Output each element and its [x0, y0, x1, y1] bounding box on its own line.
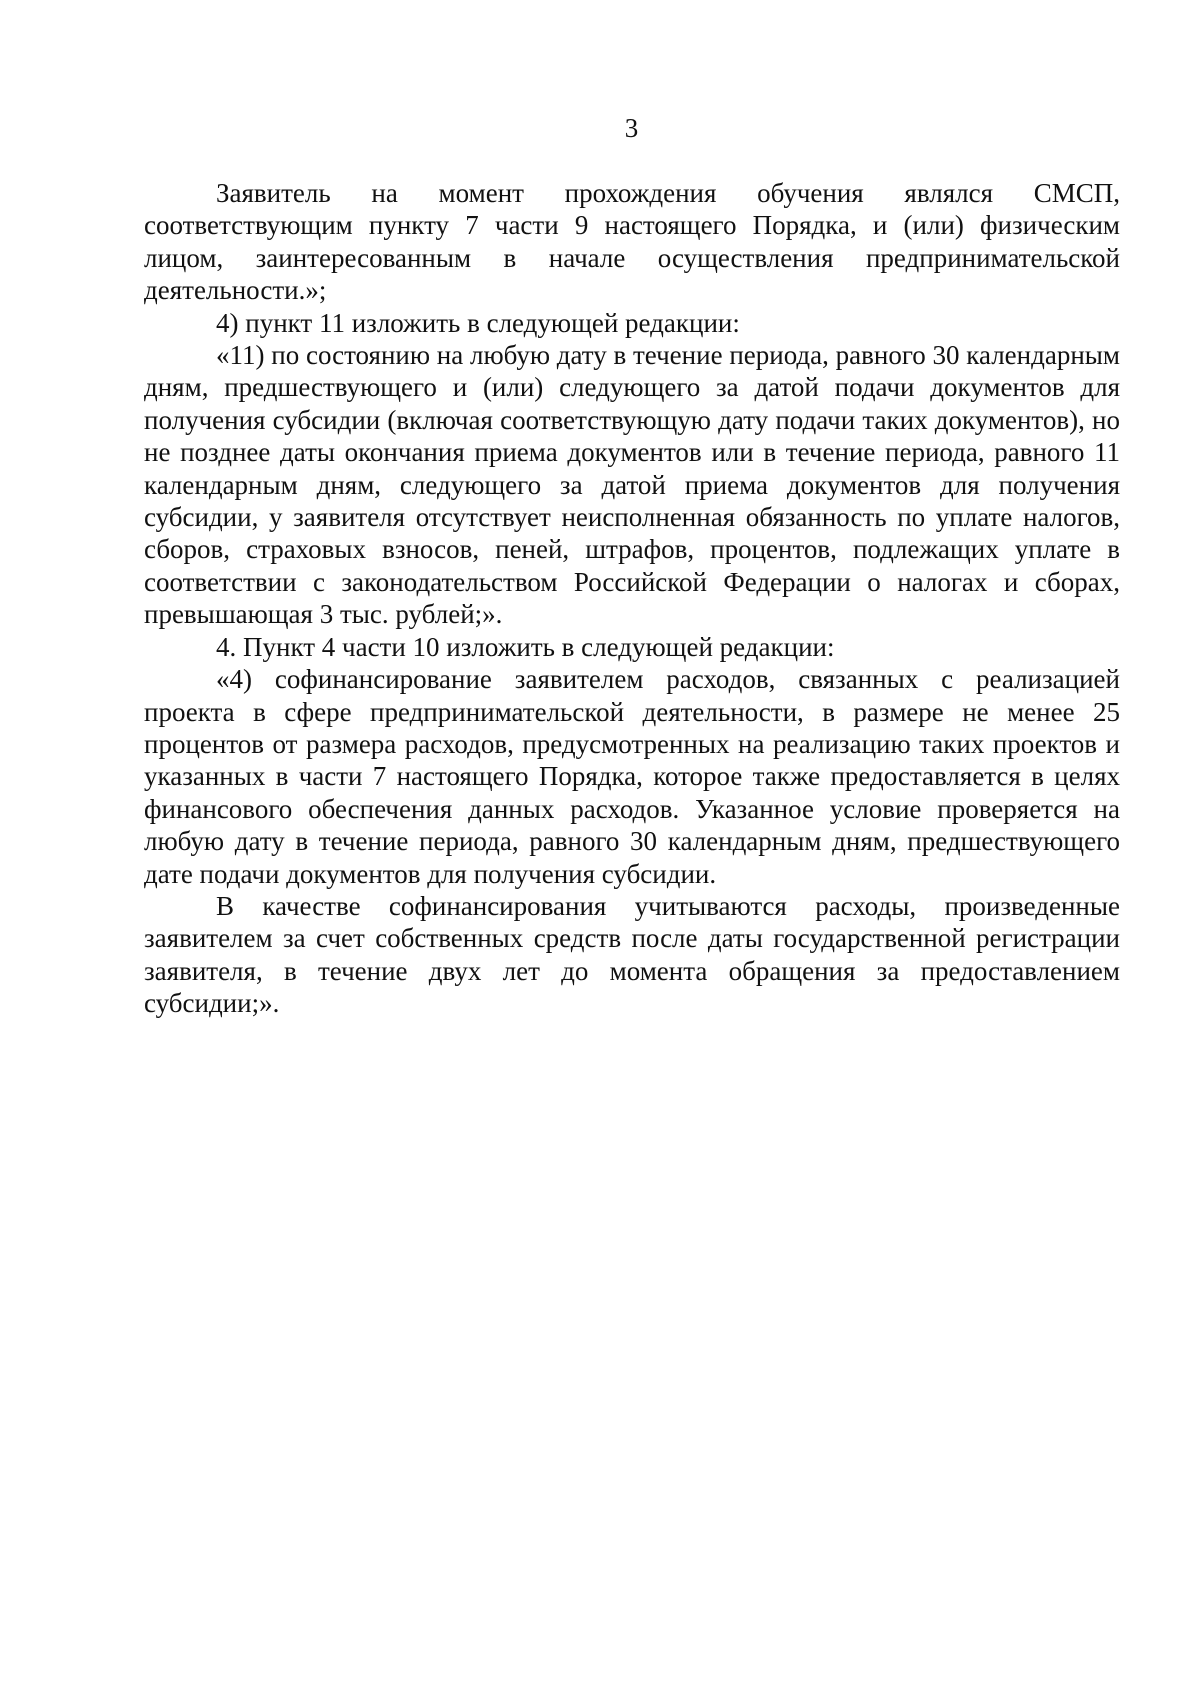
document-body — [144, 177, 1120, 1020]
paragraph-item-4-heading: 4. Пункт 4 части 10 изложить в следующей редакции: — [216, 631, 835, 662]
paragraph-cofinancing: В качестве софинансирования учитываются расходы, произведенные заявителем за счет собственных средств после даты государственной регистрации заявителя, в течение двух лет до момента обращения за предоставлением субсидии;». — [144, 890, 1120, 1019]
paragraph-item-4-text: «4) софинансирование заявителем расходов, связанных с реализацией проекта в сфере предпринимательской деятельности, в размере не менее 25 процентов от размера расходов, предусмотренных на реализацию таких проектов и указанных в части 7 настоящего Порядка, которое также предоставляется в целях финансового обеспечения данных расходов. Указанное условие проверяется на любую дату в течение периода, равного 30 календарным дням, предшествующего дате подачи документов для получения субсидии. — [144, 664, 1120, 889]
page-number: 3 — [624, 113, 639, 143]
paragraph-item-11-heading: 4) пункт 11 изложить в следующей редакции: — [216, 307, 740, 338]
paragraph-item-11-text: «11) по состоянию на любую дату в течение периода, равного 30 календарным дням, предшествующего и (или) следующего за датой подачи документов для получения субсидии (включая соответствующую дату подачи таких документов), но не позднее даты окончания приема документов или в течение периода, равного 11 календарным дням, следующего за датой приема документов для получения субсидии, у заявителя отсутствует неисполненная обязанность по уплате налогов, сборов, страховых взносов, пеней, штрафов, процентов, подлежащих уплате в соответствии с законодательством Российской Федерации о налогах и сборах, превышающая 3 тыс. рублей;». — [144, 340, 1120, 630]
paragraph-applicant-status: Заявитель на момент прохождения обучения являлся СМСП, соответствующим пункту 7 части 9 настоящего Порядка, и (или) физическим лицом, заинтересованным в начале осуществления предпринимательской деятельности.»; — [144, 178, 1120, 306]
